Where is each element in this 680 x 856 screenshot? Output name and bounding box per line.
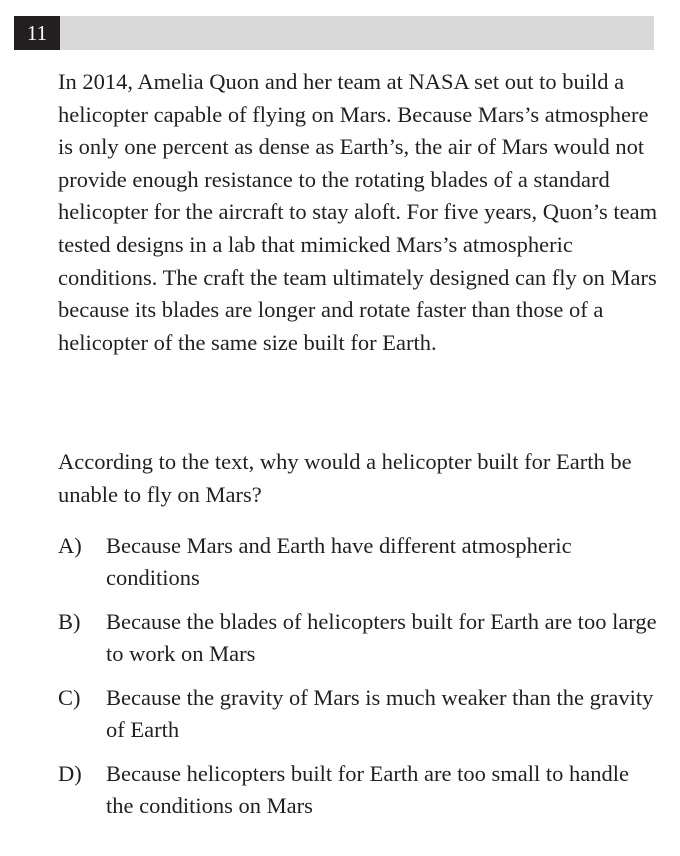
choice-letter: A) [58,533,82,558]
choice-text: Because the gravity of Mars is much weaker than the gravity of Earth [106,685,654,742]
question-stem [58,446,658,511]
choice-d[interactable] [58,758,658,822]
answer-choices [58,530,658,834]
choice-letter: C) [58,685,81,710]
choice-text: Because Mars and Earth have different atmospheric conditions [106,533,572,590]
question-number: 11 [14,16,60,50]
choice-b[interactable] [58,606,658,670]
question-header-bar [14,16,654,50]
choice-letter: D) [58,761,82,786]
choice-a[interactable] [58,530,658,594]
choice-letter: B) [58,609,81,634]
choice-c[interactable] [58,682,658,746]
choice-text: Because helicopters built for Earth are too small to handle the conditions on Mars [106,761,629,818]
choice-text: Because the blades of helicopters built for Earth are too large to work on Mars [106,609,657,666]
question-stem-text: According to the text, why would a helicopter built for Earth be unable to fly on Mars? [58,449,632,507]
passage-text: In 2014, Amelia Quon and her team at NASA set out to build a helicopter capable of flying on Mars. Because Mars’s atmosphere is only one percent as dense as Earth’s, the air of Mars would not provide enough resistance to the rotating blades of a standard helicopter for the aircraft to stay aloft. For five years, Quon’s team tested designs in a lab that mimicked Mars’s atmospheric conditions. The craft the team ultimately designed can fly on Mars because its blades are longer and rotate faster than those of a helicopter of the same size built for Earth. [58,69,658,355]
passage [58,66,658,359]
